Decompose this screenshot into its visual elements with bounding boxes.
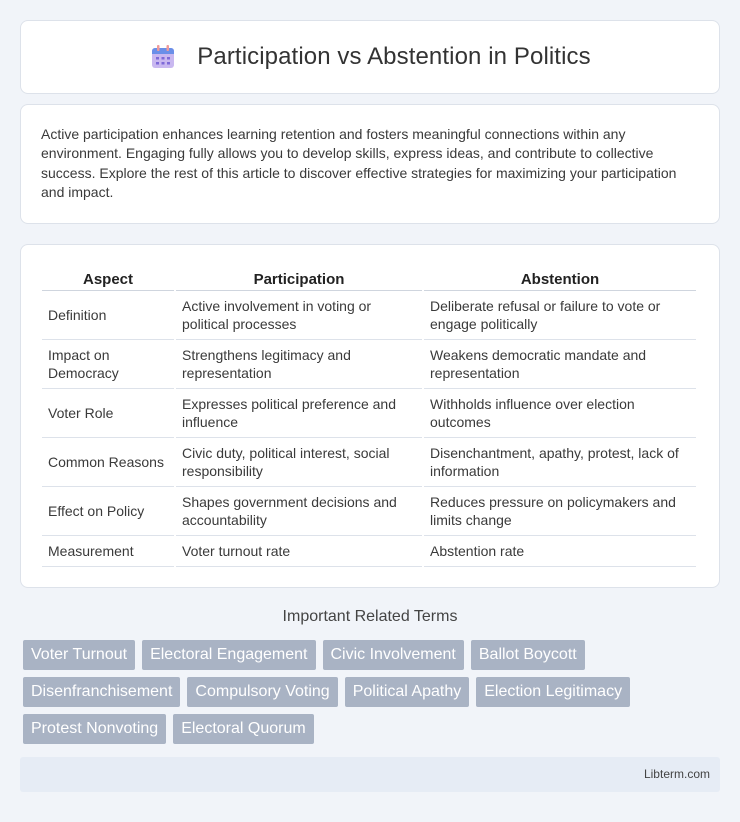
related-term-tag[interactable]: Protest Nonvoting — [23, 714, 166, 744]
cell-abstention: Withholds influence over election outcomes — [424, 389, 696, 438]
cell-participation: Civic duty, political interest, social responsibility — [176, 438, 422, 487]
footer — [20, 757, 720, 792]
cell-aspect: Common Reasons — [42, 438, 174, 487]
table-row — [42, 536, 696, 567]
cell-abstention: Deliberate refusal or failure to vote or engage politically — [424, 291, 696, 340]
table-row — [42, 340, 696, 389]
related-term-tag[interactable]: Electoral Quorum — [173, 714, 314, 744]
cell-participation: Voter turnout rate — [176, 536, 422, 567]
calendar-icon — [149, 43, 177, 71]
header-abstention: Abstention — [424, 265, 696, 291]
related-term-tag[interactable]: Disenfranchisement — [23, 677, 180, 707]
cell-abstention: Weakens democratic mandate and representation — [424, 340, 696, 389]
header-aspect: Aspect — [42, 265, 174, 291]
cell-aspect: Effect on Policy — [42, 487, 174, 536]
table-row — [42, 291, 696, 340]
cell-participation: Shapes government decisions and accountability — [176, 487, 422, 536]
related-terms-list — [23, 640, 723, 744]
related-term-tag[interactable]: Civic Involvement — [323, 640, 464, 670]
page-title: Participation vs Abstention in Politics — [197, 43, 591, 70]
cell-participation: Active involvement in voting or political processes — [176, 291, 422, 340]
related-term-tag[interactable]: Political Apathy — [345, 677, 470, 707]
related-terms-title: Important Related Terms — [282, 608, 458, 625]
comparison-table-card — [20, 244, 720, 588]
related-term-tag[interactable]: Electoral Engagement — [142, 640, 315, 670]
cell-aspect: Measurement — [42, 536, 174, 567]
cell-abstention: Reduces pressure on policymakers and limits change — [424, 487, 696, 536]
cell-abstention: Disenchantment, apathy, protest, lack of information — [424, 438, 696, 487]
table-row — [42, 438, 696, 487]
cell-aspect: Definition — [42, 291, 174, 340]
intro-card — [20, 104, 720, 224]
cell-abstention: Abstention rate — [424, 536, 696, 567]
related-term-tag[interactable]: Voter Turnout — [23, 640, 135, 670]
related-term-tag[interactable]: Ballot Boycott — [471, 640, 585, 670]
intro-text: Active participation enhances learning retention and fosters meaningful connections within any environment. Engaging fully allows you to develop skills, express ideas, and contribute to collective success. Explore the rest of this article to discover effective strategies for maximizing your participation and impact. — [41, 126, 677, 200]
related-term-tag[interactable]: Compulsory Voting — [187, 677, 337, 707]
table-row — [42, 389, 696, 438]
header — [149, 43, 590, 71]
header-participation: Participation — [176, 265, 422, 291]
cell-aspect: Voter Role — [42, 389, 174, 438]
cell-aspect: Impact on Democracy — [42, 340, 174, 389]
footer-site-link[interactable]: Libterm.com — [643, 767, 710, 781]
cell-participation: Strengthens legitimacy and representation — [176, 340, 422, 389]
cell-participation: Expresses political preference and influence — [176, 389, 422, 438]
table-header-row — [42, 265, 696, 291]
comparison-table — [40, 265, 698, 567]
header-card — [20, 20, 720, 94]
related-term-tag[interactable]: Election Legitimacy — [476, 677, 630, 707]
table-row — [42, 487, 696, 536]
